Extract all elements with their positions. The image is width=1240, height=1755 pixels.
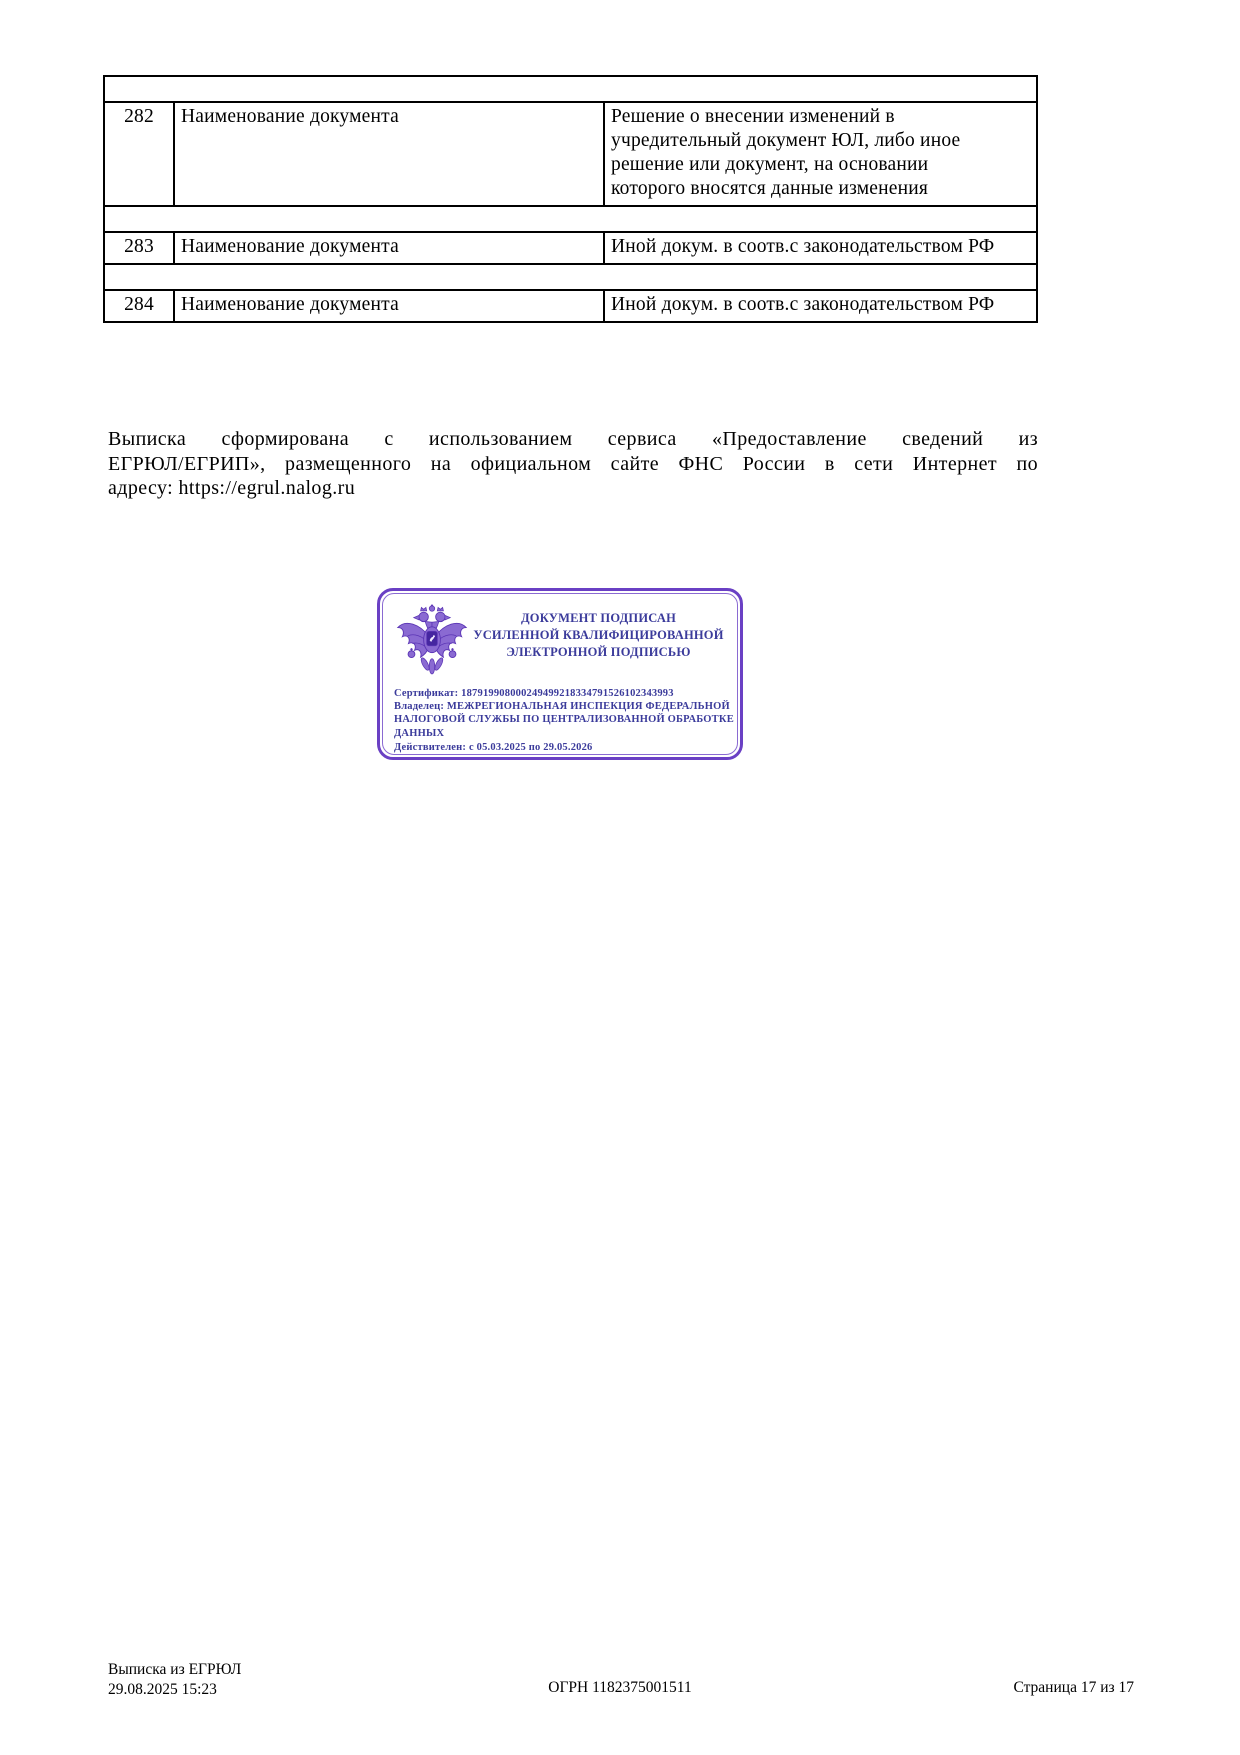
note-line-url: адресу: https://egrul.nalog.ru [108,477,356,499]
stamp-title-line2: УСИЛЕННОЙ КВАЛИФИЦИРОВАННОЙ [473,628,724,642]
table-row [104,102,1037,206]
table-row [104,290,1037,322]
validity-value: с 05.03.2025 по 29.05.2026 [468,741,593,753]
table-spacer-cell [104,264,1037,290]
row-number-cell: 283 [104,232,174,264]
table-spacer-row [104,264,1037,290]
owner-value: МЕЖРЕГИОНАЛЬНАЯ ИНСПЕКЦИЯ ФЕДЕРАЛЬНОЙ НАЛОГОВОЙ СЛУЖБЫ ПО ЦЕНТРАЛИЗОВАННОЙ ОБРАБОТКЕ ДАННЫХ [394,701,734,739]
table-spacer-row [104,76,1037,102]
document-table [103,75,1038,323]
note-line: Выписка сформирована с использованием сервиса «Предоставление сведений из [108,428,1038,450]
validity-label: Действителен: [394,741,467,753]
row-value-cell: Решение о внесении изменений в учредительный документ ЮЛ, либо иное решение или документ, на основании которого вносятся данные изменения [604,102,1037,206]
row-label-cell: Наименование документа [174,232,604,264]
table-row [104,232,1037,264]
row-label-cell: Наименование документа [174,102,604,206]
footer-page-number: Страница 17 из 17 [1013,1679,1134,1696]
stamp-title-line3: ЭЛЕКТРОННОЙ ПОДПИСЬЮ [506,645,691,659]
signature-stamp-inner [382,593,738,755]
row-label-cell: Наименование документа [174,290,604,322]
stamp-details [394,687,734,754]
footer-ogrn: ОГРН 1182375001511 [548,1679,692,1696]
row-value-cell: Иной докум. в соотв.с законодательством РФ [604,232,1037,264]
stamp-title [470,610,727,684]
table-spacer-row [104,206,1037,232]
row-number-cell: 284 [104,290,174,322]
validity-line [394,741,734,754]
footer-timestamp: 29.08.2025 15:23 [108,1680,217,1698]
stamp-title-line1: ДОКУМЕНТ ПОДПИСАН [520,611,677,625]
certificate-value: 187919908000249499218334791526102343993 [461,688,674,699]
owner-label: Владелец: [394,701,445,713]
note-paragraph [108,427,1038,501]
owner-line [394,700,734,740]
table-spacer-cell [104,76,1037,102]
signature-stamp [377,588,743,760]
note-line: ЕГРЮЛ/ЕГРИП», размещенного на официальном сайте ФНС России в сети Интернет по [108,452,1038,475]
row-number-cell: 282 [104,102,174,206]
row-value-cell: Иной докум. в соотв.с законодательством РФ [604,290,1037,322]
certificate-line [394,687,734,700]
coat-of-arms-icon [394,600,470,684]
footer-doc-title: Выписка из ЕГРЮЛ [108,1661,242,1678]
certificate-label: Сертификат: [394,688,459,699]
table-spacer-cell [104,206,1037,232]
